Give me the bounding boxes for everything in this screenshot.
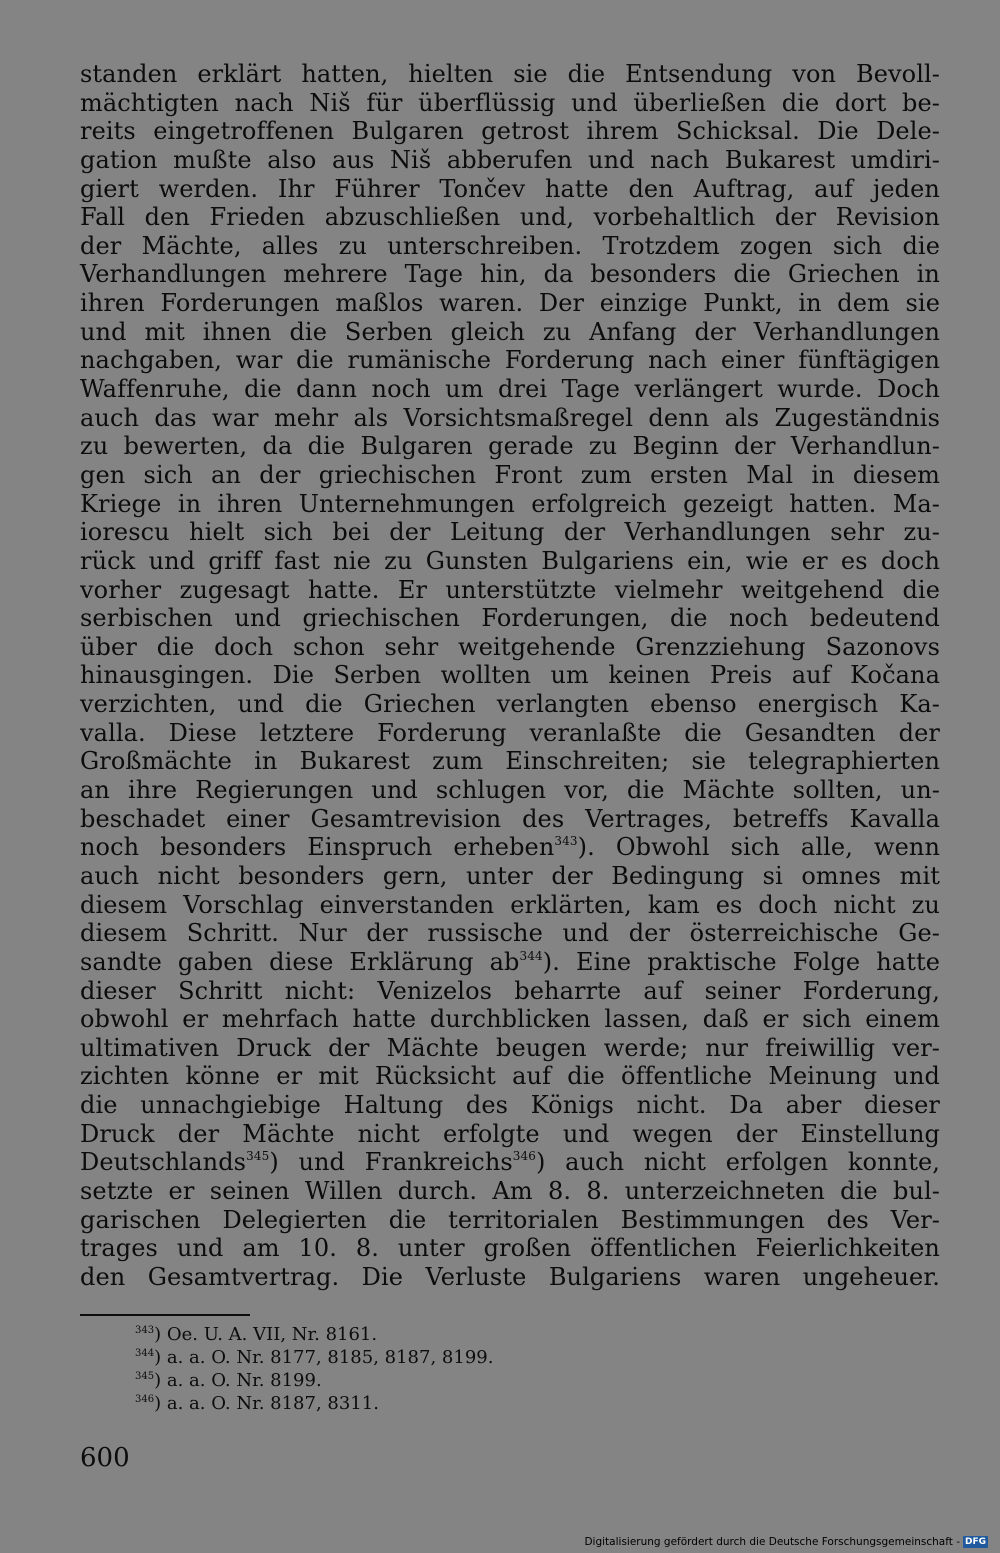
text-line: verzichten, und die Griechen verlangten ebenso energisch Ka- xyxy=(80,690,940,719)
text-line: setzte er seinen Willen durch. Am 8. 8. unterzeichneten die bul- xyxy=(80,1176,940,1205)
footnote-ref: 344 xyxy=(519,948,543,963)
footnote-ref: 345 xyxy=(246,1149,270,1164)
text-line: dieser Schritt nicht: Venizelos beharrte auf seiner Forderung, xyxy=(80,976,940,1005)
text-line: Waffenruhe, die dann noch um drei Tage verlängert wurde. Doch xyxy=(80,375,940,404)
text-line: diesem Schritt. Nur der russische und der österreichische Ge- xyxy=(80,919,940,948)
text-line: ultimativen Druck der Mächte beugen werde; nur freiwillig ver- xyxy=(80,1033,940,1062)
text-segment: ) und Frankreichs xyxy=(269,1148,513,1177)
text-line: hinausgingen. Die Serben wollten um keinen Preis auf Kočana xyxy=(80,661,940,690)
text-line: standen erklärt hatten, hielten sie die Entsendung von Bevoll- xyxy=(80,60,940,88)
text-line: die unnachgiebige Haltung des Königs nicht. Da aber dieser xyxy=(80,1091,940,1120)
text-line: obwohl er mehrfach hatte durchblicken lassen, daß er sich einem xyxy=(80,1005,940,1034)
text-segment: Deutschlands xyxy=(80,1148,247,1177)
text-line: iorescu hielt sich bei der Leitung der Verhandlungen sehr zu- xyxy=(80,518,940,547)
text-segment: ). Obwohl sich alle, wenn xyxy=(577,833,940,862)
text-line: Kriege in ihren Unternehmungen erfolgreich gezeigt hatten. Ma- xyxy=(80,489,940,518)
text-segment: noch besonders Einspruch erheben xyxy=(80,833,555,862)
text-line: zu bewerten, da die Bulgaren gerade zu Beginn der Verhandlun- xyxy=(80,432,940,461)
text-line: vorher zugesagt hatte. Er unterstützte vielmehr weitgehend die xyxy=(80,575,940,604)
credit-text: Digitalisierung gefördert durch die Deutsche Forschungsgemeinschaft - xyxy=(584,1536,960,1548)
text-line: mächtigten nach Niš für überflüssig und überließen die dort be- xyxy=(80,88,940,117)
text-line: diesem Vorschlag einverstanden erklärten, kam es doch nicht zu xyxy=(80,890,940,919)
text-line: zichten könne er mit Rücksicht auf die öffentliche Meinung und xyxy=(80,1062,940,1091)
text-line: reits eingetroffenen Bulgaren getrost ihrem Schicksal. Die Dele- xyxy=(80,117,940,146)
text-line: garischen Delegierten die territorialen Bestimmungen des Ver- xyxy=(80,1205,940,1234)
text-line: valla. Diese letztere Forderung veranlaßte die Gesandten der xyxy=(80,718,940,747)
footnote-ref: 343 xyxy=(554,834,578,849)
footnote-text: ) Oe. U. A. VII, Nr. 8161. xyxy=(154,1324,378,1345)
dfg-logo-icon: DFG xyxy=(964,1537,986,1547)
page-number: 600 xyxy=(80,1443,130,1473)
text-line: rück und griff fast nie zu Gunsten Bulgariens ein, wie er es doch xyxy=(80,546,940,575)
text-line: der Mächte, alles zu unterschreiben. Trotzdem zogen sich die xyxy=(80,231,940,260)
footnote-separator xyxy=(80,1314,250,1316)
text-line: giert werden. Ihr Führer Tončev hatte den Auftrag, auf jeden xyxy=(80,174,940,203)
text-line: Verhandlungen mehrere Tage hin, da besonders die Griechen in xyxy=(80,260,940,289)
text-line: Druck der Mächte nicht erfolgte und wegen der Einstellung xyxy=(80,1119,940,1148)
text-line xyxy=(80,833,940,862)
footnote xyxy=(135,1369,835,1392)
text-line: und mit ihnen die Serben gleich zu Anfang der Verhandlungen xyxy=(80,317,940,346)
text-line: trages und am 10. 8. unter großen öffentlichen Feierlichkeiten xyxy=(80,1234,940,1263)
text-line xyxy=(80,948,940,977)
digitization-credit xyxy=(584,1535,988,1549)
text-line: den Gesamtvertrag. Die Verluste Bulgariens waren ungeheuer. xyxy=(80,1262,940,1291)
text-line: auch das war mehr als Vorsichtsmaßregel denn als Zugeständnis xyxy=(80,403,940,432)
footnote xyxy=(135,1346,835,1369)
text-line: beschadet einer Gesamtrevision des Vertrages, betreffs Kavalla xyxy=(80,804,940,833)
footnote-number: 345 xyxy=(135,1371,155,1382)
text-line: an ihre Regierungen und schlugen vor, die Mächte sollten, un- xyxy=(80,776,940,805)
footnotes xyxy=(135,1323,835,1415)
text-segment: ). Eine praktische Folge hatte xyxy=(542,947,941,976)
footnote-number: 343 xyxy=(135,1325,155,1336)
text-segment: sandte gaben diese Erklärung ab xyxy=(80,947,520,976)
text-line: Großmächte in Bukarest zum Einschreiten; sie telegraphierten xyxy=(80,747,940,776)
text-line: gation mußte also aus Niš abberufen und nach Bukarest umdiri- xyxy=(80,145,940,174)
text-line: gen sich an der griechischen Front zum ersten Mal in diesem xyxy=(80,460,940,489)
text-segment: ) auch nicht erfolgen konnte, xyxy=(536,1148,940,1177)
footnote xyxy=(135,1392,835,1415)
footnote-number: 344 xyxy=(135,1348,155,1359)
footnote-number: 346 xyxy=(135,1394,155,1405)
text-line: über die doch schon sehr weitgehende Grenzziehung Sazonovs xyxy=(80,632,940,661)
footnote-text: ) a. a. O. Nr. 8187, 8311. xyxy=(154,1393,379,1414)
footnote-text: ) a. a. O. Nr. 8199. xyxy=(154,1370,322,1391)
text-line: auch nicht besonders gern, unter der Bedingung si omnes mit xyxy=(80,861,940,890)
text-line: serbischen und griechischen Forderungen, die noch bedeutend xyxy=(80,604,940,633)
footnote-ref: 346 xyxy=(512,1149,537,1164)
body-text xyxy=(80,60,940,1292)
text-line xyxy=(80,1148,940,1177)
text-line: Fall den Frieden abzuschließen und, vorbehaltlich der Revision xyxy=(80,203,940,232)
footnote-text: ) a. a. O. Nr. 8177, 8185, 8187, 8199. xyxy=(154,1347,494,1368)
text-line: nachgaben, war die rumänische Forderung nach einer fünftägigen xyxy=(80,346,940,375)
text-line: ihren Forderungen maßlos waren. Der einzige Punkt, in dem sie xyxy=(80,289,940,318)
footnote xyxy=(135,1323,835,1346)
